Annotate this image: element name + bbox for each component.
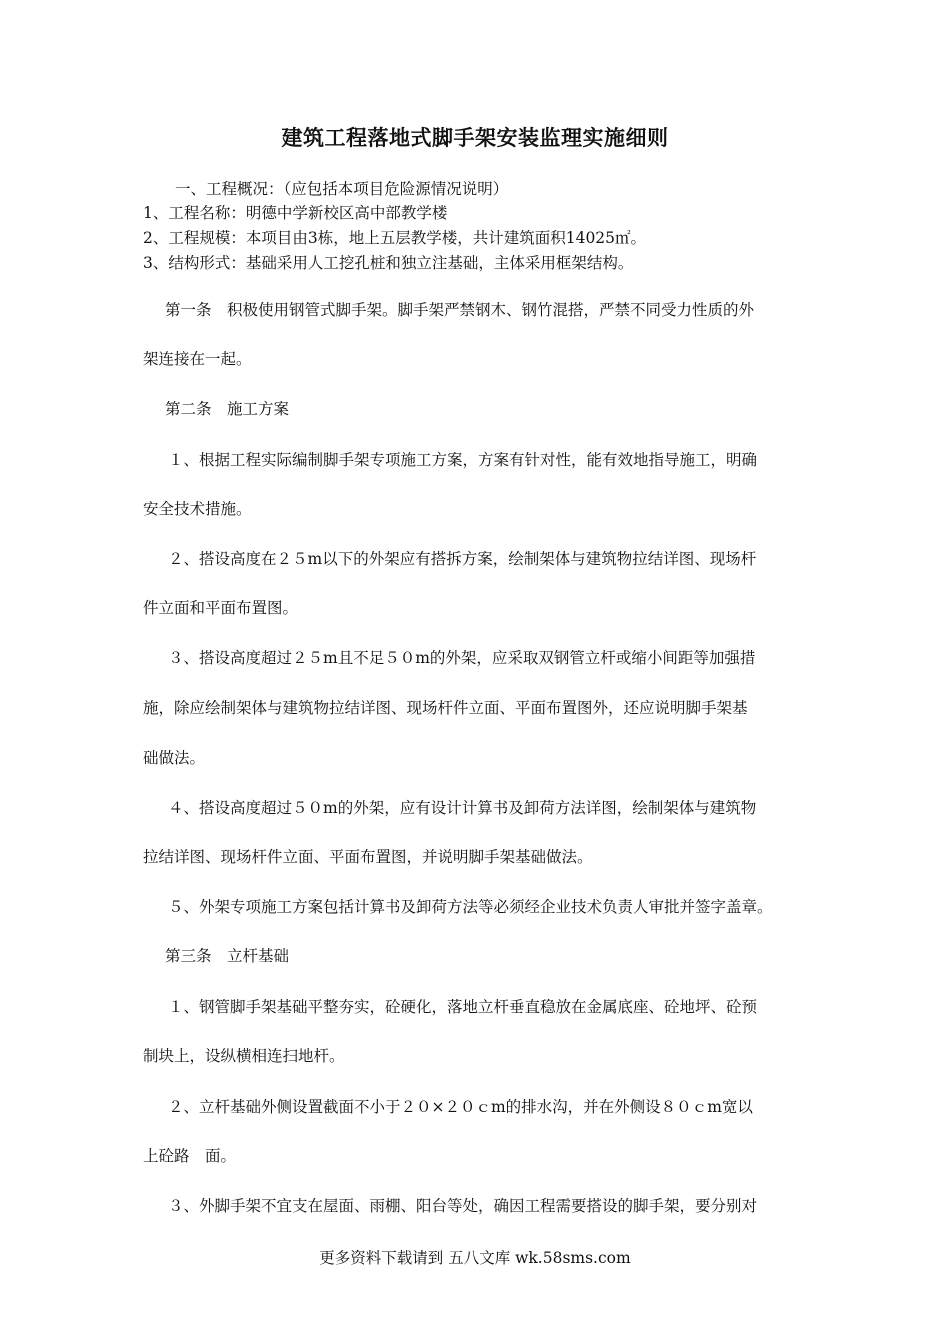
- overview-heading: 一、工程概况：（应包括本项目危险源情况说明）: [175, 180, 509, 198]
- article-3-item-1-line-1: １、钢管脚手架基础平整夯实，砼硬化，落地立杆垂直稳放在金属底座、砼地坪、砼预: [168, 998, 758, 1016]
- article-2-item-5: ５、外架专项施工方案包括计算书及卸荷方法等必须经企业技术负责人审批并签字盖章。: [168, 898, 773, 916]
- article-3-item-2-line-2: 上砼路 面。: [143, 1147, 237, 1165]
- overview-item-scale: 2、工程规模：本项目由3栋，地上五层教学楼，共计建筑面积14025㎡。: [143, 229, 647, 247]
- overview-item-structure: 3、结构形式：基础采用人工挖孔桩和独立注基础，主体采用框架结构。: [143, 254, 634, 272]
- article-2-item-1-line-1: １、根据工程实际编制脚手架专项施工方案，方案有针对性，能有效地指导施工，明确: [168, 451, 758, 469]
- article-3-heading: 第三条 立杆基础: [165, 947, 290, 965]
- article-2-item-4-line-2: 拉结详图、现场杆件立面、平面布置图，并说明脚手架基础做法。: [143, 848, 593, 866]
- article-1-line-2: 架连接在一起。: [143, 350, 252, 368]
- article-2-item-3-line-3: 础做法。: [143, 749, 206, 767]
- article-2-item-2-line-2: 件立面和平面布置图。: [143, 599, 299, 617]
- article-3-item-2-line-1: ２、立杆基础外侧设置截面不小于２０×２０ｃm的排水沟，并在外侧设８０ｃm宽以: [168, 1098, 753, 1116]
- article-2-item-2-line-1: ２、搭设高度在２５m以下的外架应有搭拆方案，绘制架体与建筑物拉结详图、现场杆: [168, 550, 757, 568]
- article-3-item-1-line-2: 制块上，设纵横相连扫地杆。: [143, 1047, 345, 1065]
- footer-download-link[interactable]: 更多资料下载请到 五八文库 wk.58sms.com: [319, 1249, 631, 1267]
- article-2-item-4-line-1: ４、搭设高度超过５０m的外架，应有设计计算书及卸荷方法详图，绘制架体与建筑物: [168, 799, 757, 817]
- article-2-item-3-line-2: 施，除应绘制架体与建筑物拉结详图、现场杆件立面、平面布置图外，还应说明脚手架基: [143, 699, 748, 717]
- document-title: 建筑工程落地式脚手架安装监理实施细则: [281, 125, 669, 150]
- article-2-heading: 第二条 施工方案: [165, 400, 290, 418]
- article-3-item-3-line-1: ３、外脚手架不宜支在屋面、雨棚、阳台等处，确因工程需要搭设的脚手架，要分别对: [168, 1197, 758, 1215]
- article-1-line-1: 第一条 积极使用钢管式脚手架。脚手架严禁钢木、钢竹混搭，严禁不同受力性质的外: [165, 301, 755, 319]
- article-2-item-3-line-1: ３、搭设高度超过２５m且不足５０m的外架，应采取双钢管立杆或缩小间距等加强措: [168, 649, 756, 667]
- overview-item-name: 1、工程名称：明德中学新校区高中部教学楼: [143, 204, 448, 222]
- article-2-item-1-line-2: 安全技术措施。: [143, 500, 252, 518]
